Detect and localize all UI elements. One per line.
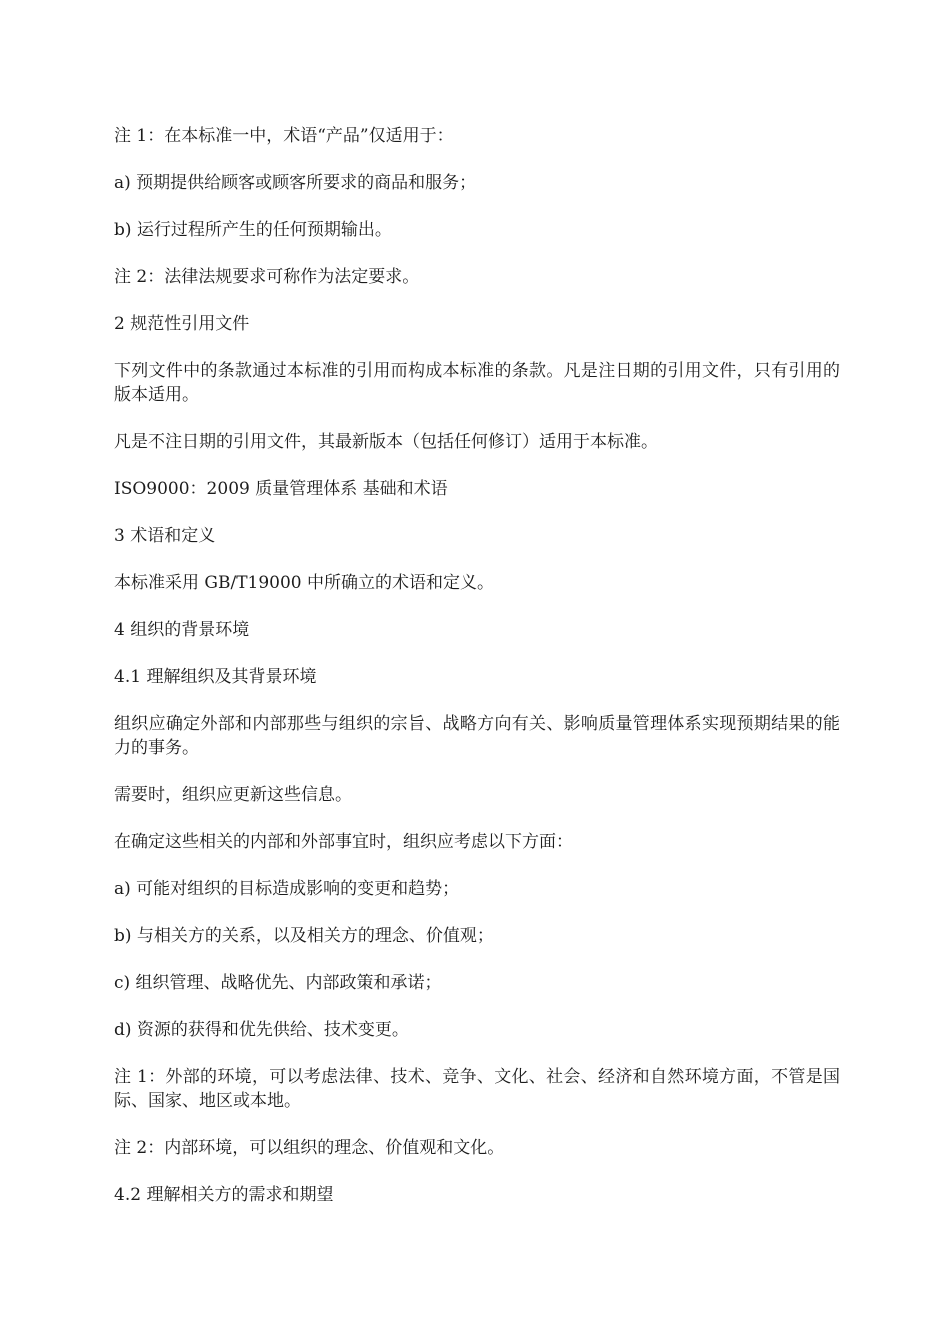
list-item-b-process-output: b) 运行过程所产生的任何预期输出。	[114, 220, 392, 240]
paragraph-terms-definitions: 本标准采用 GB/T19000 中所确立的术语和定义。	[114, 573, 495, 593]
note-2-internal-environment: 注 2：内部环境，可以组织的理念、价值观和文化。	[114, 1138, 505, 1158]
paragraph-consider-aspects: 在确定这些相关的内部和外部事宜时，组织应考虑以下方面：	[114, 832, 573, 852]
list-item-b-relationships: b) 与相关方的关系，以及相关方的理念、价值观；	[114, 926, 494, 946]
list-item-a-trends: a) 可能对组织的目标造成影响的变更和趋势；	[114, 879, 460, 899]
paragraph-undated-references: 凡是不注日期的引用文件，其最新版本（包括任何修订）适用于本标准。	[114, 432, 658, 452]
paragraph-determine-issues: 组织应确定外部和内部那些与组织的宗旨、战略方向有关、影响质量管理体系实现预期结果的能力的事务。	[114, 714, 840, 758]
list-item-d-resources: d) 资源的获得和优先供给、技术变更。	[114, 1020, 409, 1040]
note-2-legal-requirements: 注 2：法律法规要求可称作为法定要求。	[114, 267, 420, 287]
section-heading-4-2: 4.2 理解相关方的需求和期望	[114, 1185, 334, 1205]
note-1-external-environment: 注 1：外部的环境，可以考虑法律、技术、竞争、文化、社会、经济和自然环境方面，不管是国际、国家、地区或本地。	[114, 1067, 840, 1111]
section-heading-4-1: 4.1 理解组织及其背景环境	[114, 667, 317, 687]
section-heading-3: 3 术语和定义	[114, 526, 216, 546]
note-1-product-term: 注 1：在本标准一中，术语“产品”仅适用于：	[114, 126, 454, 146]
paragraph-update-info: 需要时，组织应更新这些信息。	[114, 785, 352, 805]
document-page	[114, 124, 840, 1230]
reference-iso9000: ISO9000：2009 质量管理体系 基础和术语	[114, 479, 448, 499]
section-heading-4: 4 组织的背景环境	[114, 620, 250, 640]
paragraph-dated-references: 下列文件中的条款通过本标准的引用而构成本标准的条款。凡是注日期的引用文件，只有引用的版本适用。	[114, 361, 840, 405]
list-item-a-goods-services: a) 预期提供给顾客或顾客所要求的商品和服务；	[114, 173, 477, 193]
section-heading-2: 2 规范性引用文件	[114, 314, 250, 334]
list-item-c-governance: c) 组织管理、战略优先、内部政策和承诺；	[114, 973, 442, 993]
